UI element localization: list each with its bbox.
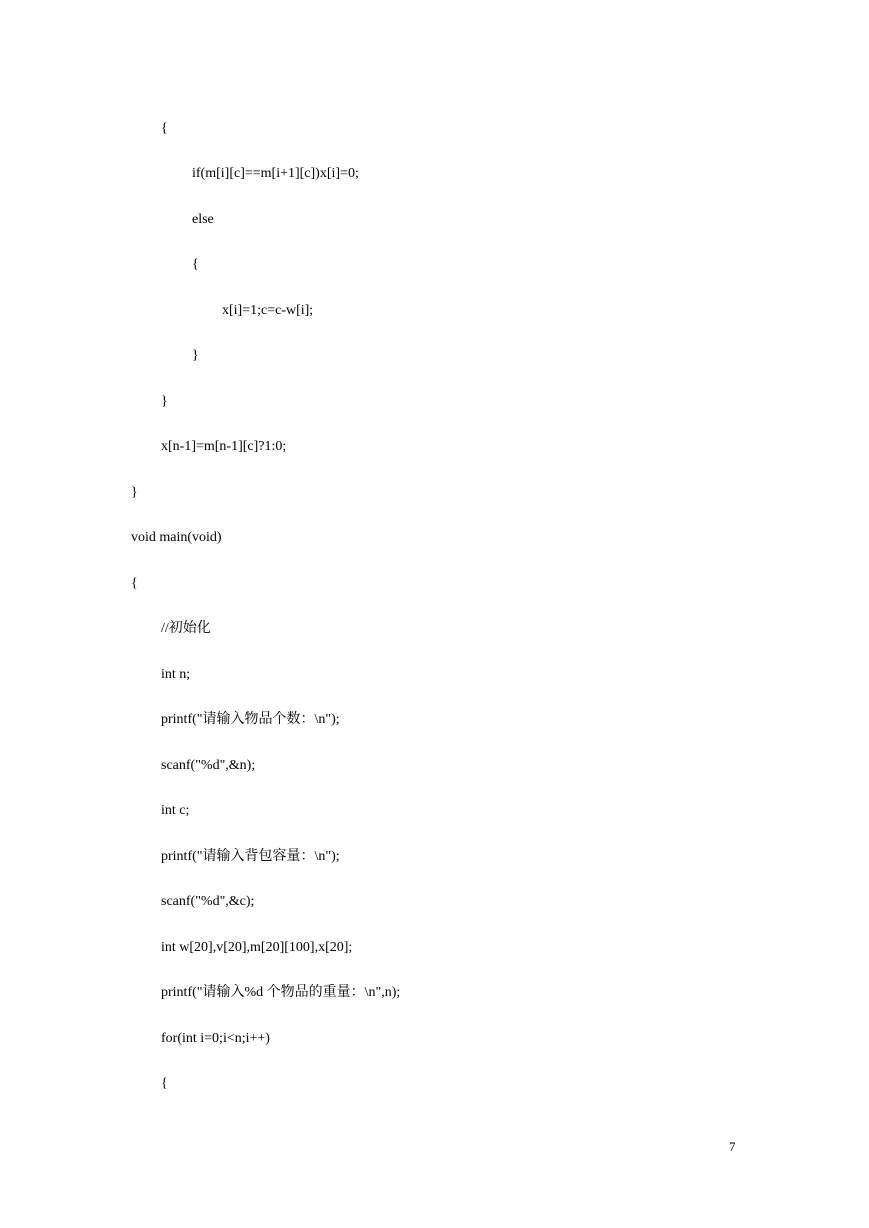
code-line: x[n-1]=m[n-1][c]?1:0; bbox=[161, 439, 287, 454]
code-line: if(m[i][c]==m[i+1][c])x[i]=0; bbox=[192, 166, 359, 181]
code-line: scanf("%d",&c); bbox=[161, 894, 255, 909]
code-line: { bbox=[161, 121, 168, 136]
code-line: for(int i=0;i<n;i++) bbox=[161, 1031, 270, 1046]
code-line: else bbox=[192, 212, 214, 227]
code-line: } bbox=[192, 348, 199, 363]
code-line: printf("请输入%d 个物品的重量：\n",n); bbox=[161, 985, 401, 1000]
code-line: printf("请输入背包容量：\n"); bbox=[161, 849, 340, 864]
code-line: } bbox=[131, 485, 138, 500]
code-line: scanf("%d",&n); bbox=[161, 758, 256, 773]
code-line: printf("请输入物品个数：\n"); bbox=[161, 712, 340, 727]
code-line: x[i]=1;c=c-w[i]; bbox=[222, 303, 314, 318]
code-line: { bbox=[161, 1076, 168, 1091]
code-line: { bbox=[192, 257, 199, 272]
code-line: int c; bbox=[161, 803, 190, 818]
code-line: } bbox=[161, 394, 168, 409]
code-line: //初始化 bbox=[161, 621, 211, 636]
page-number: 7 bbox=[729, 1139, 736, 1154]
code-line: int w[20],v[20],m[20][100],x[20]; bbox=[161, 940, 353, 955]
code-line: { bbox=[131, 576, 138, 591]
code-line: int n; bbox=[161, 667, 191, 682]
code-line: void main(void) bbox=[131, 530, 222, 545]
